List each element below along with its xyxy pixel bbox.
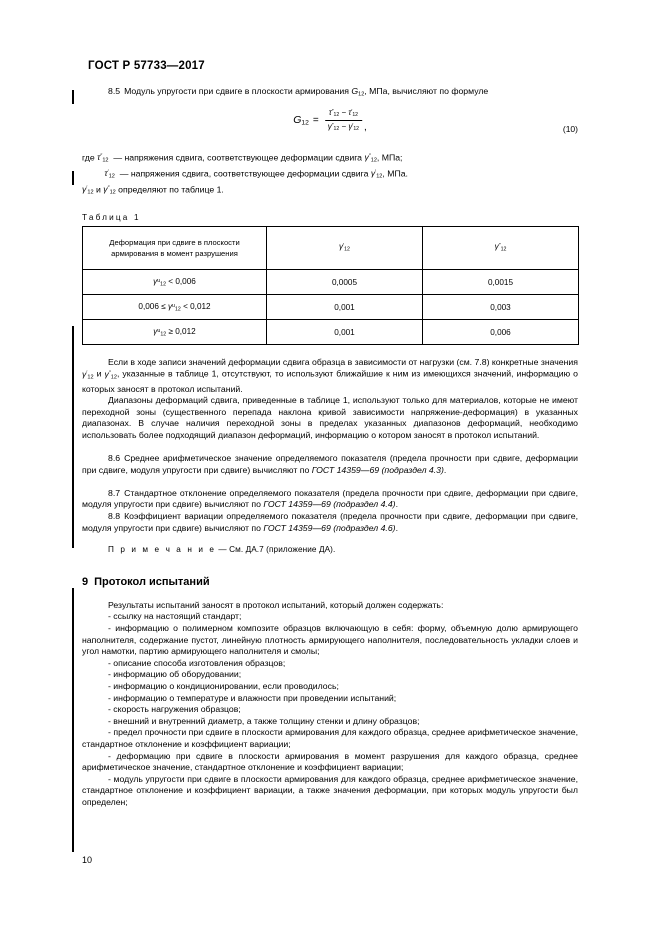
where-closing-tail: определяют по таблице 1. <box>118 184 224 195</box>
table-header-row <box>83 227 579 270</box>
where-closing-sym-2: $\gamma''_{12}$ <box>103 184 116 196</box>
table-row <box>83 270 579 295</box>
where-closing-sym-1: $\gamma'_{12}$ <box>82 184 94 196</box>
note-label: П р и м е ч а н и е <box>108 545 217 555</box>
where-dash-2: — <box>117 168 131 179</box>
table-cell-condition: $0,006 \le \gamma^u_{12} < 0,012$ <box>83 295 267 320</box>
page-number: 10 <box>82 855 93 865</box>
list-item: - деформацию при сдвиге в плоскости армирования в момент разрушения для каждого образца, среднее арифметическое значение, стандартное отклонение и коэффициент вариации; <box>82 750 578 773</box>
list-item: - предел прочности при сдвиге в плоскости армирования для каждого образца, среднее арифметическое значение, стандартное отклонение и коэффициент вариации; <box>82 727 578 749</box>
clause-8-5 <box>82 86 578 101</box>
formula-10-number: (10) <box>562 123 578 134</box>
clause-8-8-text: Коэффициент вариации определяемого показателя (предела прочности при сдвиге, деформации при сдвиге, модуля упругости при сдвиге) вычисляют по <box>82 511 578 533</box>
clause-8-7-reference: ГОСТ 14359—69 (подраздел 4.4) <box>263 499 396 510</box>
list-item: - внешний и внутренний диаметр, а также толщину стенки и длину образцов; <box>108 715 420 726</box>
table-cell-gamma-double-prime: 0,0015 <box>423 270 579 295</box>
clause-8-6-text: Среднее арифметическое значение определяемого показателя (предела прочности при сдвиге, деформации при сдвиге, модуля упругости при сдвиге) вычисляют по <box>82 453 578 475</box>
clause-8-7 <box>82 488 578 511</box>
clause-8-8-reference: ГОСТ 14359—69 (подраздел 4.6) <box>263 522 396 533</box>
list-item: - скорость нагружения образцов; <box>108 704 241 715</box>
list-item: - информацию о полимерном композите образцов включающую в себя: форму, объемную долю армирующего наполнителя, содержание пустот, линейную плотность армирующего наполнителя, последовательность укладки слоев и угол намотки, партию армирующего наполнителя и смолы; <box>82 623 578 657</box>
formula-equals: = <box>312 115 319 127</box>
clause-8-5-text-after: , МПа, вычисляют по формуле <box>364 86 489 96</box>
spacer <box>82 476 578 488</box>
where-ref-gamma-double: $\gamma''_{12}$ <box>364 152 377 164</box>
where-unit-2: , МПа. <box>382 168 408 179</box>
para-if-part-1: Если в ходе записи значений деформации сдвига образца в зависимости от нагрузки (см. 7.8) конкретные значения <box>108 356 578 367</box>
table-header-condition: Деформация при сдвиге в плоскости армирования в момент разрушения <box>83 227 267 270</box>
note-block <box>82 545 578 554</box>
para-if-gamma-prime: $\gamma'_{12}$ <box>82 368 94 380</box>
formula-lhs: $G_{12}$ <box>293 114 309 127</box>
clause-8-6-tail: . <box>443 464 447 475</box>
clause-8-7-tail: . <box>395 499 398 510</box>
spacer <box>82 442 578 454</box>
table-header-gamma-prime: $\gamma'_{12}$ <box>267 227 423 270</box>
formula-10-row <box>82 108 578 142</box>
list-item: - информацию об оборудовании; <box>108 669 242 680</box>
where-row-3 <box>82 183 578 199</box>
where-closing-mid: и <box>95 184 101 195</box>
change-bar-top <box>72 90 74 104</box>
section-9-heading <box>82 576 578 588</box>
formula-numerator: $\tau''_{12} - \tau'_{12}$ <box>328 107 359 119</box>
clause-8-7-text: Стандартное отклонение определяемого показателя (предела прочности при сдвиге, деформации при сдвиге, модуля упругости при сдвиге) вычисляют по <box>82 487 578 510</box>
clause-8-6-reference: ГОСТ 14359—69 (подраздел 4.3) <box>311 464 444 475</box>
clause-8-8 <box>82 511 578 534</box>
clause-8-6-number: 8.6 <box>108 453 121 464</box>
where-symbol-tau-double: $\tau''_{12}$ <box>97 152 109 164</box>
list-item: - информацию о температуре и влажности при проведении испытаний; <box>108 692 397 703</box>
para-if-mid: и <box>96 368 102 379</box>
list-item: - описание способа изготовления образцов; <box>108 657 286 668</box>
where-unit-1: , МПа; <box>376 152 403 163</box>
document-header <box>88 60 205 72</box>
clause-8-5-number: 8.5 <box>108 86 121 96</box>
clause-8-5-text-before: Модуль упругости при сдвиге в плоскости армирования <box>124 86 349 96</box>
table-1 <box>82 226 579 345</box>
where-dash-1: — <box>110 152 125 163</box>
formula-denominator: $\gamma''_{12} - \gamma'_{12}$ <box>325 120 362 133</box>
where-text-2: напряжения сдвига, соответствующее деформации сдвига <box>130 168 369 179</box>
clause-8-5-symbol: $G_{12}$ <box>351 86 365 98</box>
where-ref-gamma-single: $\gamma'_{12}$ <box>370 168 383 180</box>
where-block <box>82 151 578 199</box>
spacer <box>82 588 578 600</box>
para-if-part-2: , указанные в таблице 1, отсутствуют, то используют ближайшие к ним из имеющихся значений, информацию о которых заносят в протокол испытаний. <box>82 368 578 394</box>
table-cell-gamma-prime: 0,0005 <box>267 270 423 295</box>
where-text-1: напряжения сдвига, соответствующее деформации сдвига <box>124 152 363 163</box>
note-text: — См. ДА.7 (приложение ДА). <box>218 545 336 555</box>
spacer <box>82 345 578 357</box>
table-header-gamma-double-prime: $\gamma''_{12}$ <box>423 227 579 270</box>
clause-8-7-number: 8.7 <box>108 487 121 498</box>
table-cell-gamma-prime: 0,001 <box>267 295 423 320</box>
table-cell-gamma-double-prime: 0,006 <box>423 320 579 345</box>
list-item: - ссылку на настоящий стандарт; <box>108 611 242 622</box>
standard-number: ГОСТ Р 57733—2017 <box>88 60 205 72</box>
table-cell-gamma-prime: 0,001 <box>267 320 423 345</box>
change-bar-where <box>72 171 74 185</box>
where-symbol-tau-single: $\tau'_{12}$ <box>104 168 115 180</box>
clause-8-6 <box>82 453 578 476</box>
where-row-2 <box>82 167 578 183</box>
change-bar-body <box>72 326 74 548</box>
formula-10 <box>293 108 367 133</box>
table-cell-gamma-double-prime: 0,003 <box>423 295 579 320</box>
para-if-values-missing <box>82 357 578 395</box>
table-row <box>83 295 579 320</box>
clause-8-8-tail: . <box>395 522 398 533</box>
clause-8-8-number: 8.8 <box>108 511 121 522</box>
section-9-title: Протокол испытаний <box>94 576 210 589</box>
formula-trailing-comma: , <box>364 122 367 134</box>
section-9-intro: Результаты испытаний заносят в протокол испытаний, который должен содержать: <box>108 599 444 610</box>
table-cell-condition: $\gamma^u_{12} < 0,006$ <box>83 270 267 295</box>
table-1-caption: Таблица 1 <box>82 213 141 223</box>
protocol-list <box>82 600 578 809</box>
where-intro: где <box>82 152 95 163</box>
where-row-1 <box>82 151 578 167</box>
list-item: - информацию о кондиционировании, если проводилось; <box>108 681 339 692</box>
formula-fraction <box>325 108 362 133</box>
para-strain-ranges: Диапазоны деформаций сдвига, приведенные в таблице 1, используют только для материалов, которые не имеют переходной зоны (существенного перепада наклона кривой зависимости напряжение-деформация) в указанных диапазонах. В случае наличия переходной зоны в пределах указанных диапазонов деформаций, необходимо использовать более подходящий диапазон деформаций, информацию о котором заносят в протокол испытаний. <box>82 395 578 440</box>
section-9-number: 9 <box>82 576 89 589</box>
page-content <box>82 86 578 809</box>
list-item: - модуль упругости при сдвиге в плоскости армирования для каждого образца, среднее арифметическое значение, стандартное отклонение и коэффициент вариации, а также значения деформации, при которых модуль упругости был определен; <box>82 773 578 807</box>
table-row <box>83 320 579 345</box>
para-if-gamma-double-prime: $\gamma''_{12}$ <box>104 368 117 380</box>
change-bar-list <box>72 588 74 852</box>
table-cell-condition: $\gamma^u_{12} \ge 0,012$ <box>83 320 267 345</box>
